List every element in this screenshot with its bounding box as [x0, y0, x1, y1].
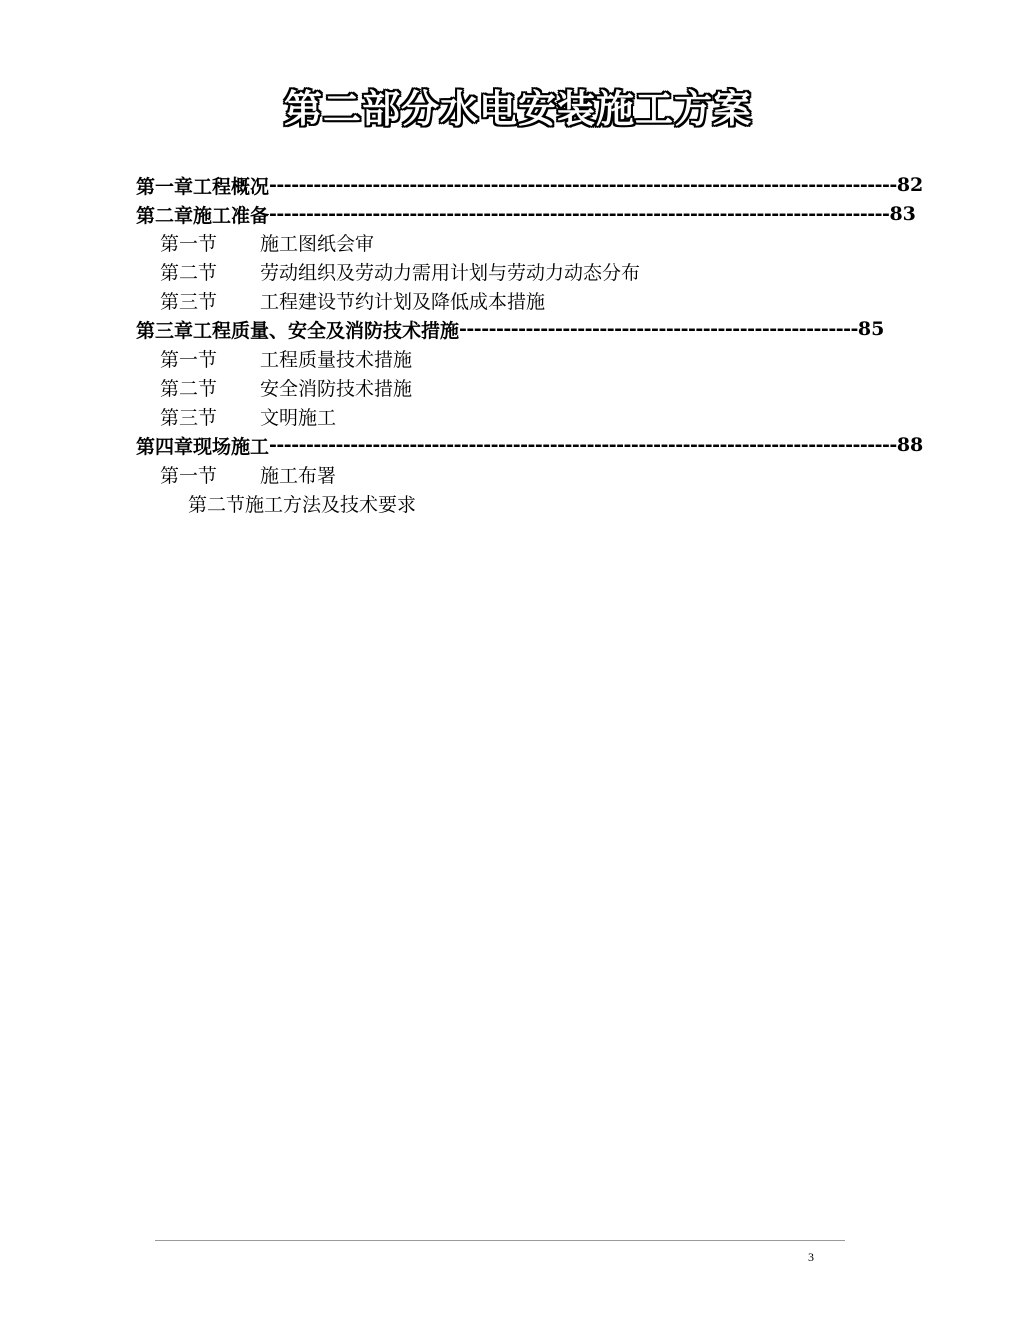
section-number: 第一节	[160, 232, 218, 255]
toc-section-3-2[interactable]	[160, 374, 412, 400]
toc-section-4-2[interactable]	[188, 490, 416, 516]
toc-section-3-1[interactable]	[160, 345, 412, 371]
document-title: 第二部分水电安装施工方案	[283, 87, 752, 131]
page-number: 3	[808, 1250, 814, 1264]
section-number: 第一节	[160, 464, 218, 487]
dot-leader: -------------------------------------------------------------------------------------	[269, 434, 897, 456]
section-title: 工程建设节约计划及降低成本措施	[260, 290, 546, 313]
toc-section-4-1[interactable]	[160, 461, 336, 487]
page-ref: 85	[857, 318, 885, 340]
toc-chapter-3[interactable]	[136, 316, 885, 342]
section-number: 第三节	[160, 406, 218, 429]
section-title: 施工图纸会审	[260, 232, 375, 255]
chapter-number: 第二章	[136, 204, 194, 227]
dot-leader: -------------------------------------------------------------------------------------	[269, 174, 897, 196]
chapter-title: 工程质量、安全及消防技术措施	[193, 319, 460, 342]
section-number: 第二节	[160, 261, 218, 284]
section-number: 第二节	[160, 377, 218, 400]
section-title: 施工布署	[260, 464, 337, 487]
toc-chapter-2[interactable]	[136, 201, 916, 227]
section-title: 文明施工	[260, 406, 337, 429]
chapter-number: 第一章	[136, 175, 194, 198]
section-number: 第二节施工方法及技术要求	[188, 493, 417, 516]
toc-chapter-4[interactable]	[136, 432, 924, 458]
section-title: 安全消防技术措施	[260, 377, 413, 400]
dot-leader: ------------------------------------------------------	[459, 318, 858, 340]
toc-section-3-3[interactable]	[160, 403, 336, 429]
section-title: 工程质量技术措施	[260, 348, 413, 371]
section-number: 第一节	[160, 348, 218, 371]
page-ref: 82	[896, 174, 924, 196]
toc-section-2-1[interactable]	[160, 229, 374, 255]
page-ref: 83	[889, 203, 916, 225]
toc-chapter-1[interactable]	[136, 172, 924, 198]
section-title: 劳动组织及劳动力需用计划与劳动力动态分布	[260, 261, 641, 284]
dot-leader: ------------------------------------------------------------------------------------	[269, 203, 890, 225]
chapter-title: 工程概况	[193, 175, 270, 198]
footer-divider	[155, 1240, 845, 1241]
toc-section-2-2[interactable]	[160, 258, 640, 284]
toc-section-2-3[interactable]	[160, 287, 545, 313]
chapter-title: 施工准备	[193, 204, 270, 227]
chapter-title: 现场施工	[193, 435, 270, 458]
section-number: 第三节	[160, 290, 218, 313]
chapter-number: 第三章	[136, 319, 194, 342]
page-ref: 88	[896, 434, 924, 456]
chapter-number: 第四章	[136, 435, 194, 458]
